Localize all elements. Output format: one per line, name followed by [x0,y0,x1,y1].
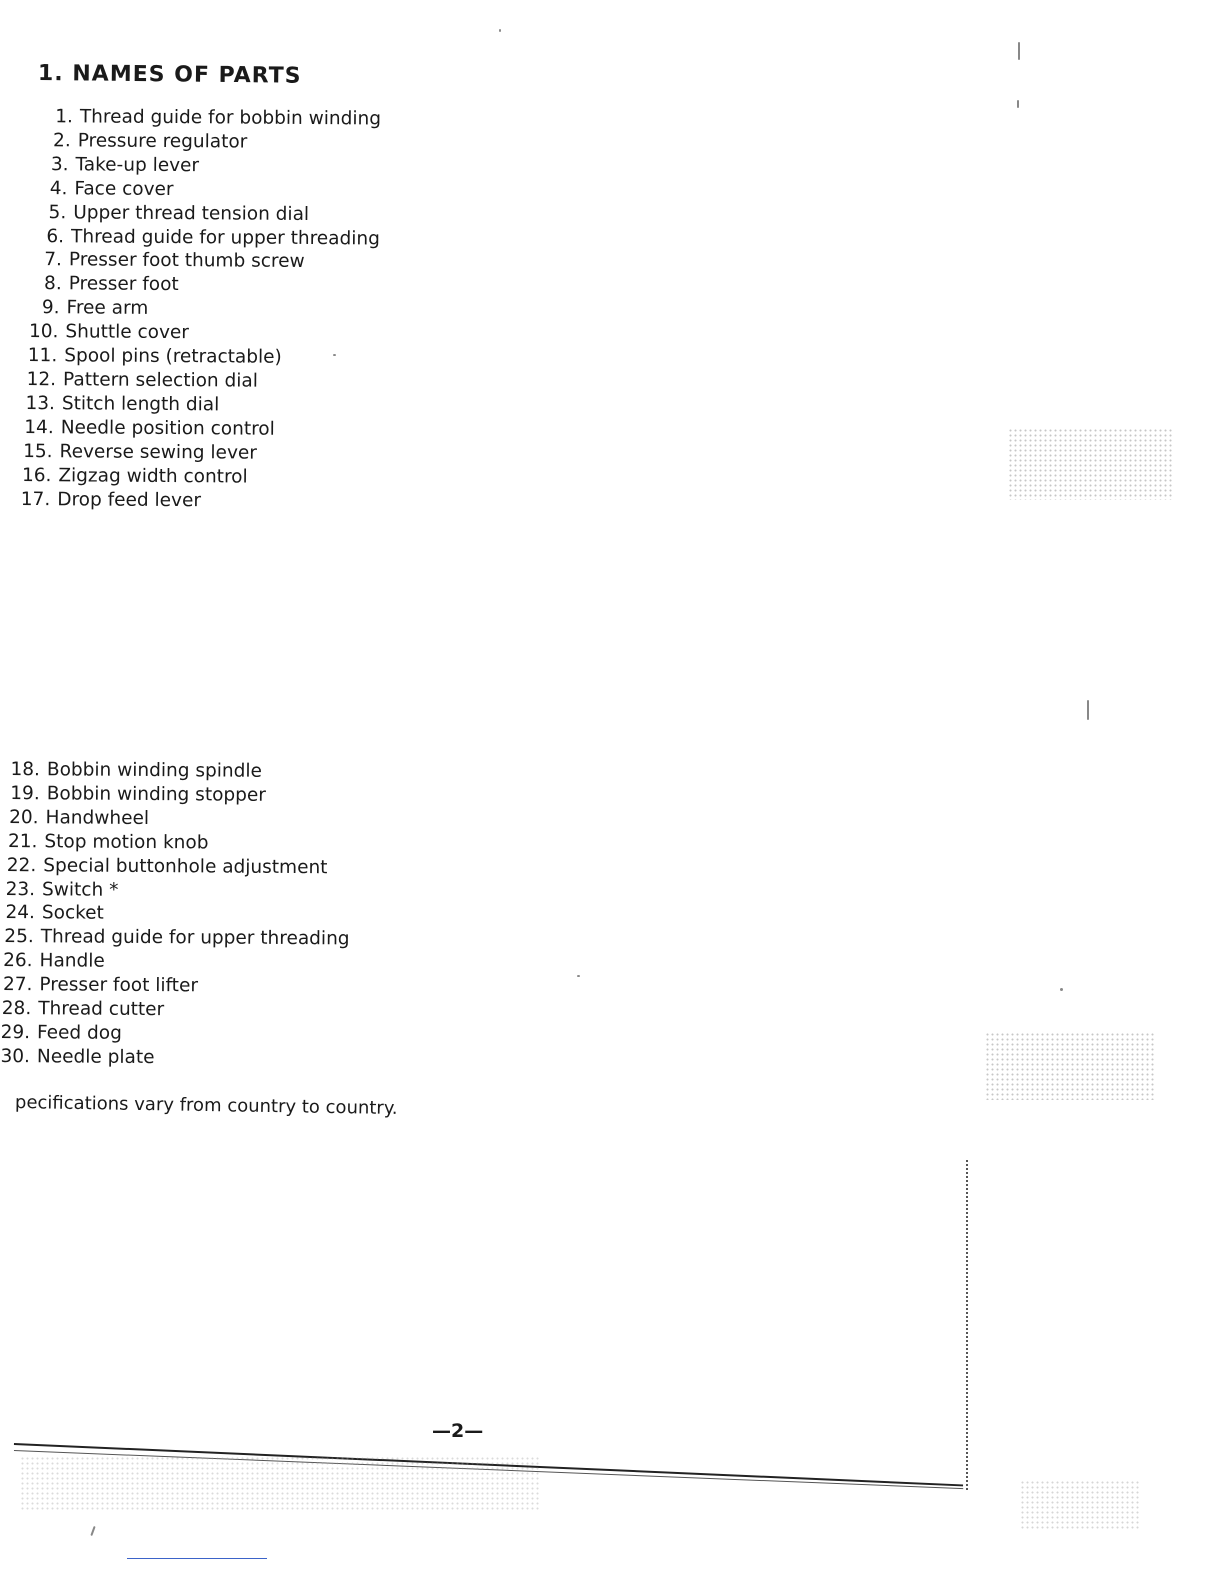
item-label: Handle [39,950,105,972]
scan-speck [577,975,580,977]
item-number: 26. [3,950,33,972]
item-number: 29. [0,1021,31,1044]
item-number: 24. [5,902,35,924]
list-item [43,105,381,131]
specifications-footnote: pecifications vary from country to country. [14,1092,398,1120]
item-number: 23. [5,878,36,900]
list-item [0,1045,349,1071]
item-label: Thread guide for upper threading [71,225,380,250]
item-number: 12. [26,368,57,391]
scan-speck [1087,700,1089,720]
list-item [28,320,379,346]
list-item [27,344,379,370]
item-number: 5. [48,201,67,223]
item-label: Shuttle cover [65,321,190,344]
scan-speck [1018,42,1020,60]
scan-speck [499,29,501,32]
item-label: Bobbin winding spindle [46,759,262,782]
item-number: 15. [23,440,53,462]
scan-edge-artifact [966,1160,972,1490]
item-number: 2. [53,130,71,152]
item-label: Needle plate [36,1046,155,1068]
item-label: Reverse sewing lever [59,440,257,464]
item-label: Free arm [66,297,149,320]
scan-speck [1060,988,1063,991]
item-label: Pattern selection dial [63,369,258,392]
item-label: Thread cutter [38,998,165,1021]
item-number: 14. [24,416,54,438]
scan-speck [1017,100,1019,108]
item-number: 18. [10,759,40,781]
list-item [8,806,350,832]
item-number: 21. [7,830,38,852]
item-label: Presser foot [68,273,179,296]
item-label: Bobbin winding stopper [46,783,266,806]
list-item [34,225,380,251]
list-item [6,854,350,880]
item-label: Handwheel [45,807,150,829]
list-item [29,296,379,322]
item-number: 11. [27,345,58,367]
item-number: 20. [9,806,39,829]
scan-noise [985,1032,1155,1100]
item-number: 16. [21,464,52,486]
item-label: Switch * [42,878,119,901]
list-item [26,368,379,394]
item-number: 22. [6,854,37,876]
item-label: Needle position control [60,417,275,440]
item-label: Thread guide for upper threading [40,926,350,950]
item-number: 19. [10,782,40,805]
parts-list-bottom [2,758,351,1071]
item-number: 27. [2,974,33,996]
item-label: Take-up lever [75,154,200,177]
list-item [5,878,350,904]
item-number: 10. [28,321,59,343]
list-item [10,758,351,784]
scan-noise [20,1456,540,1511]
scan-speck [333,354,336,356]
item-label: Face cover [74,178,174,200]
item-label: Pressure regulator [77,130,248,153]
item-label: Stop motion knob [44,831,209,854]
list-item [38,153,380,179]
scan-noise [1008,428,1173,500]
item-number: 17. [20,488,51,510]
list-item [1,997,349,1023]
list-item [4,925,350,951]
list-item [37,177,380,203]
page-number: —2— [432,1420,484,1442]
list-item [2,973,349,999]
item-label: Zigzag width control [58,464,248,488]
item-number: 8. [44,273,62,295]
list-item [21,464,378,490]
item-label: Socket [41,902,104,925]
item-label: Upper thread tension dial [73,201,310,225]
item-number: 25. [4,926,34,948]
item-number: 4. [49,177,68,200]
section-heading: 1. NAMES OF PARTS [37,60,302,89]
list-item [0,1021,349,1047]
item-label: Drop feed lever [57,488,202,511]
item-number: 13. [25,392,55,415]
list-item [32,272,380,298]
list-item [5,901,350,927]
item-number: 7. [44,249,62,271]
list-item [36,201,380,227]
item-label: Presser foot lifter [39,974,199,997]
list-item [24,416,379,442]
scan-speck [90,1526,95,1536]
list-item [22,440,378,466]
list-item [25,392,379,418]
blue-underline [127,1558,267,1559]
scan-noise [1020,1480,1140,1530]
item-number: 6. [46,225,65,247]
list-item [20,487,378,513]
item-number: 28. [1,998,32,1020]
parts-list-top [22,105,381,514]
item-number: 9. [41,297,60,319]
item-label: Presser foot thumb screw [68,249,305,273]
list-item [10,782,351,808]
list-item [2,949,349,975]
item-label: Feed dog [37,1022,122,1044]
item-label: Special buttonhole adjustment [43,854,328,878]
list-item [41,129,381,155]
item-number: 1. [55,106,73,128]
item-number: 30. [0,1045,30,1068]
list-item [7,830,350,856]
item-number: 3. [50,153,69,176]
item-label: Thread guide for bobbin winding [79,106,382,130]
item-label: Stitch length dial [61,393,220,416]
list-item [32,248,380,274]
item-label: Spool pins (retractable) [64,345,282,368]
